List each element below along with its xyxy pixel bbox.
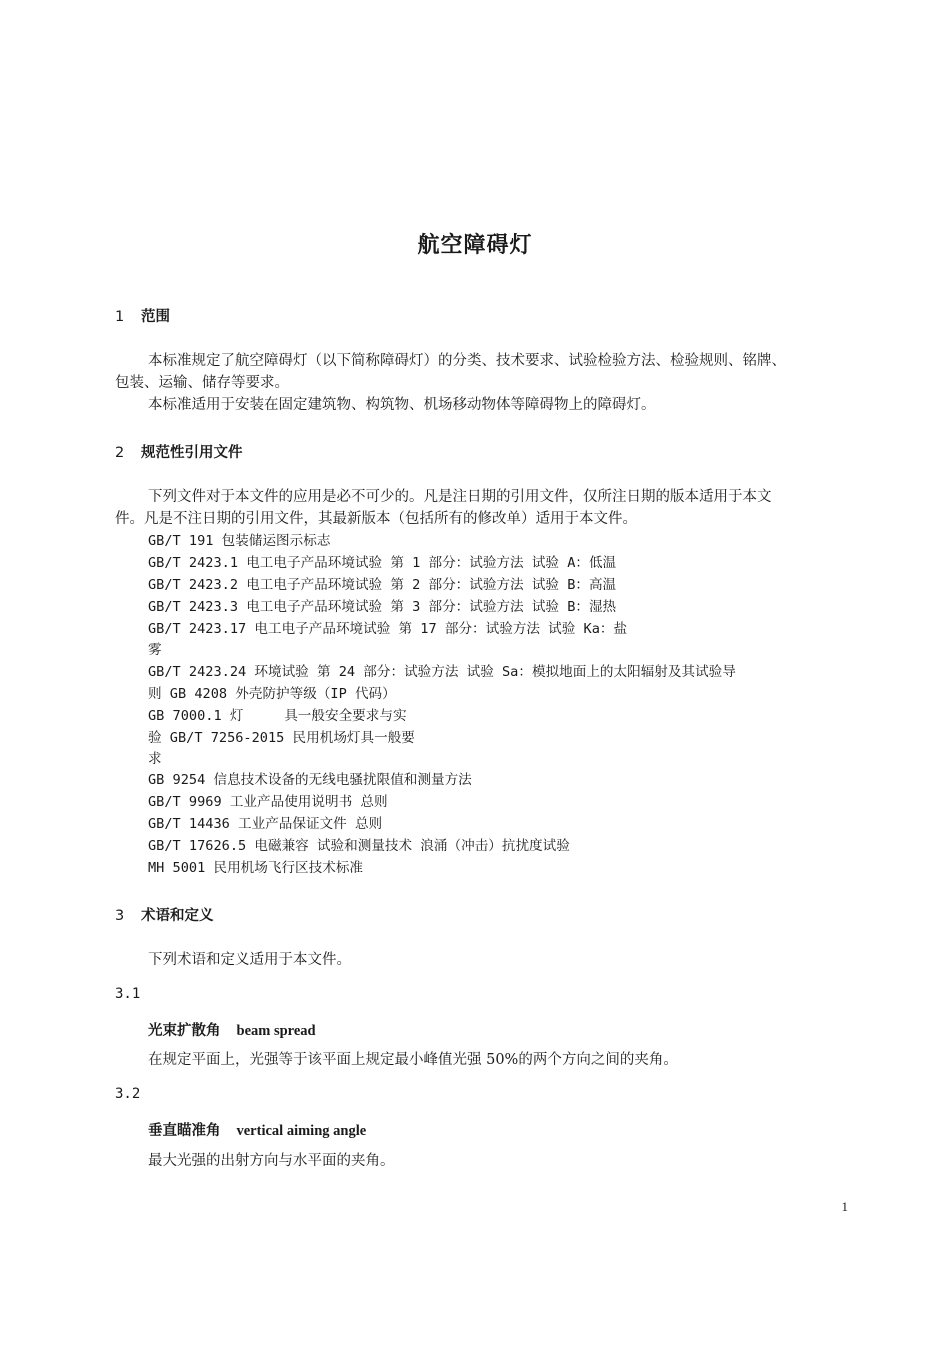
scope-paragraph-1-line-2: 包装、运输、储存等要求。 xyxy=(115,375,289,391)
term-english: beam spread xyxy=(236,1023,316,1039)
term-entry xyxy=(148,1119,366,1140)
scope-paragraph-2: 本标准适用于安装在固定建筑物、构筑物、机场移动物体等障碍物上的障碍灯。 xyxy=(148,397,656,413)
normative-intro-line-1: 下列文件对于本文件的应用是必不可少的。凡是注日期的引用文件，仅所注日期的版本适用于本文 xyxy=(148,489,772,505)
document-title: 航空障碍灯 xyxy=(417,233,533,258)
reference-line: GB/T 17626.5 电磁兼容 试验和测量技术 浪涌（冲击）抗扰度试验 xyxy=(148,838,570,854)
term-definition: 最大光强的出射方向与水平面的夹角。 xyxy=(148,1153,395,1169)
reference-line: GB/T 191 包装储运图示标志 xyxy=(148,533,331,549)
section-2-heading xyxy=(115,441,243,462)
reference-line: 验 GB/T 7256-2015 民用机场灯具一般要 xyxy=(148,730,415,746)
section-number: 2 xyxy=(115,445,125,461)
scope-paragraph-1-line-1: 本标准规定了航空障碍灯（以下简称障碍灯）的分类、技术要求、试验检验方法、检验规则、铭牌、 xyxy=(148,353,786,369)
reference-line: GB/T 9969 工业产品使用说明书 总则 xyxy=(148,794,388,810)
term-english: vertical aiming angle xyxy=(236,1123,367,1139)
term-entry xyxy=(148,1019,316,1040)
normative-intro-line-2: 件。凡是不注日期的引用文件，其最新版本（包括所有的修改单）适用于本文件。 xyxy=(115,511,637,527)
terms-intro: 下列术语和定义适用于本文件。 xyxy=(148,952,351,968)
page-number: 1 xyxy=(841,1199,848,1214)
section-1-heading xyxy=(115,305,170,326)
reference-line: GB/T 2423.17 电工电子产品环境试验 第 17 部分：试验方法 试验 Ka：盐 xyxy=(148,621,628,637)
reference-line: 雾 xyxy=(148,642,162,658)
term-chinese: 光束扩散角 xyxy=(148,1023,221,1039)
reference-line: GB/T 14436 工业产品保证文件 总则 xyxy=(148,816,383,832)
section-title: 范围 xyxy=(141,309,170,325)
section-number: 1 xyxy=(115,309,125,325)
clause-number: 3.1 xyxy=(115,986,141,1002)
reference-line: GB/T 2423.1 电工电子产品环境试验 第 1 部分：试验方法 试验 A：低温 xyxy=(148,555,617,571)
term-chinese: 垂直瞄准角 xyxy=(148,1123,221,1139)
term-definition: 在规定平面上，光强等于该平面上规定最小峰值光强 50%的两个方向之间的夹角。 xyxy=(148,1052,678,1068)
reference-line: GB/T 2423.24 环境试验 第 24 部分：试验方法 试验 Sa：模拟地面上的太阳辐射及其试验导 xyxy=(148,664,736,680)
reference-line: 则 GB 4208 外壳防护等级（IP 代码） xyxy=(148,686,396,702)
section-title: 规范性引用文件 xyxy=(141,445,243,461)
reference-line: GB 9254 信息技术设备的无线电骚扰限值和测量方法 xyxy=(148,772,472,788)
section-number: 3 xyxy=(115,908,125,924)
reference-line: GB/T 2423.3 电工电子产品环境试验 第 3 部分：试验方法 试验 B：湿热 xyxy=(148,599,617,615)
section-title: 术语和定义 xyxy=(141,908,214,924)
reference-line: GB 7000.1 灯 具一般安全要求与实 xyxy=(148,708,407,724)
reference-line: MH 5001 民用机场飞行区技术标准 xyxy=(148,860,364,876)
reference-line: 求 xyxy=(148,751,162,767)
reference-line: GB/T 2423.2 电工电子产品环境试验 第 2 部分：试验方法 试验 B：高温 xyxy=(148,577,617,593)
section-3-heading xyxy=(115,904,214,925)
clause-number: 3.2 xyxy=(115,1086,141,1102)
